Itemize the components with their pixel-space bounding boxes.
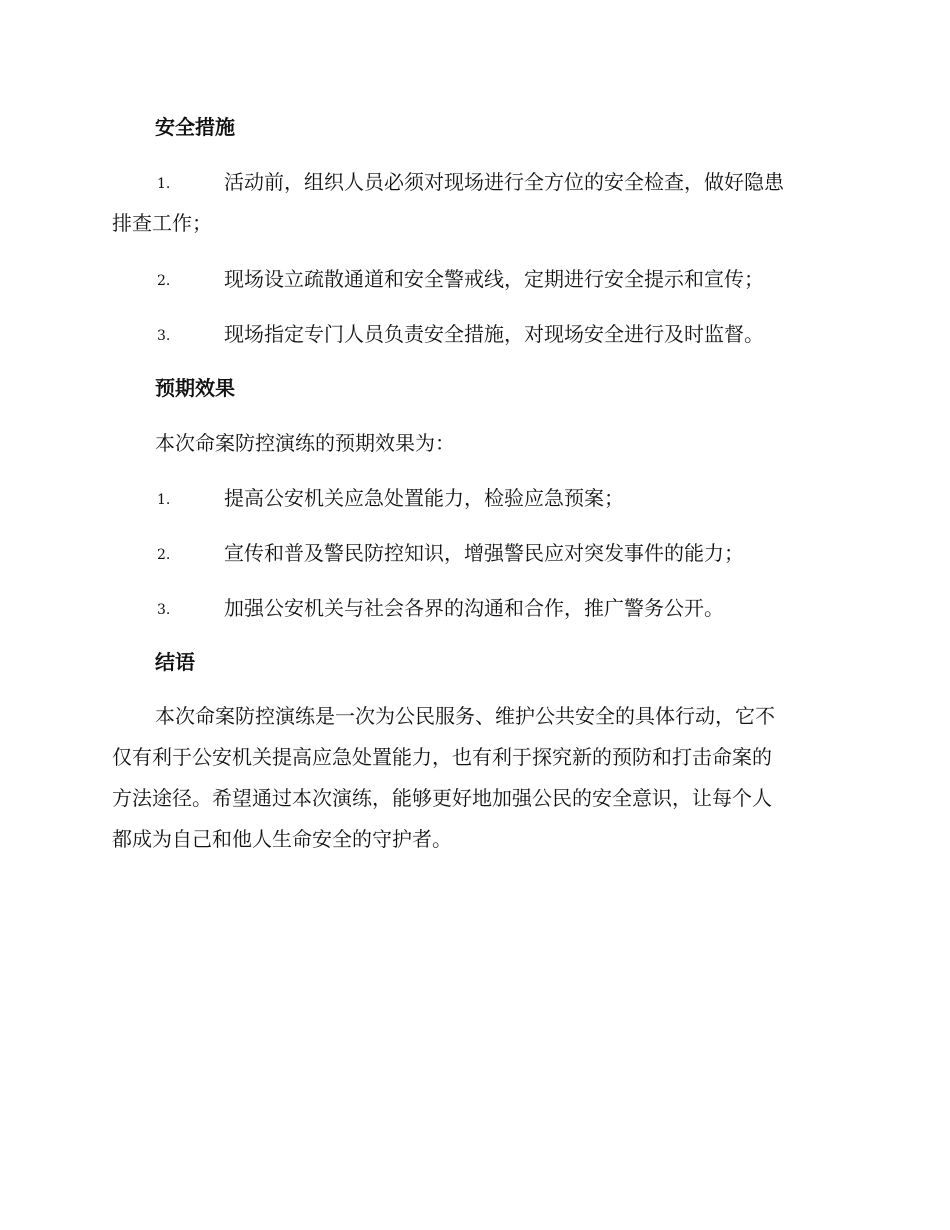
heading-safety-measures: 安全措施 [155,115,235,139]
paragraph-line: 都成为自己和他人生命安全的守护者。 [112,827,452,851]
safety-item-2 [0,265,950,293]
list-text: 加强公安机关与社会各界的沟通和合作，推广警务公开。 [224,596,724,620]
list-text-continuation: 排查工作； [112,211,212,235]
heading-conclusion: 结语 [155,650,195,674]
list-text: 宣传和普及警民防控知识，增强警民应对突发事件的能力； [224,541,744,565]
effect-item-1 [0,484,950,512]
list-number: 2. [157,547,171,563]
list-number: 2. [157,273,171,289]
effect-intro: 本次命案防控演练的预期效果为： [155,431,455,455]
paragraph-line: 本次命案防控演练是一次为公民服务、维护公共安全的具体行动，它不 [155,704,775,728]
effect-item-2 [0,539,950,567]
safety-item-3 [0,320,950,348]
paragraph-line: 仅有利于公安机关提高应急处置能力，也有利于探究新的预防和打击命案的 [112,745,772,769]
list-number: 3. [157,328,171,344]
list-text: 现场设立疏散通道和安全警戒线，定期进行安全提示和宣传； [224,267,764,291]
safety-item-1 [0,168,950,235]
paragraph-line: 方法途径。希望通过本次演练，能够更好地加强公民的安全意识，让每个人 [112,786,772,810]
list-text: 活动前，组织人员必须对现场进行全方位的安全检查，做好隐患 [224,170,784,194]
list-number: 1. [157,492,171,508]
list-number: 1. [157,176,171,192]
conclusion-paragraph [112,696,836,860]
list-number: 3. [157,602,171,618]
effect-item-3 [0,594,950,622]
heading-expected-effect: 预期效果 [155,376,235,400]
list-text: 现场指定专门人员负责安全措施，对现场安全进行及时监督。 [224,322,764,346]
list-text: 提高公安机关应急处置能力，检验应急预案； [224,486,624,510]
